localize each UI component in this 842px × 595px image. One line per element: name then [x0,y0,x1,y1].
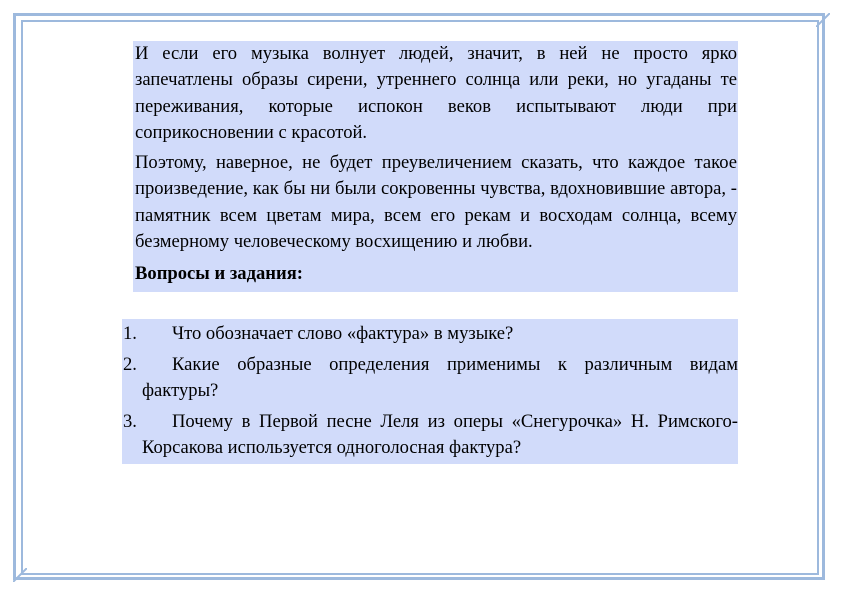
question-number-2: 2. [123,353,137,375]
frame-corner-bottom-left [13,568,27,582]
question-item-2 [122,352,738,405]
question-number-3: 3. [123,410,137,432]
question-text-2: Какие образные определения применимы к различным видам фактуры? [142,353,738,401]
question-text-3: Почему в Первой песне Леля из оперы «Снегурочка» Н. Римского-Корсакова используется одноголосная фактура? [142,410,738,458]
question-item-3 [122,409,738,462]
questions-list [122,319,738,464]
question-item-1 [122,321,738,348]
questions-heading: Вопросы и задания: [135,263,303,285]
question-number-1: 1. [123,323,137,344]
text-block [133,41,738,292]
paragraph-2: Поэтому, наверное, не будет преувеличением сказать, что каждое такое произведение, как бы ни были сокровенны чувства, вдохновившие автора, - памятник всем цветам мира, всем его рекам и восходам солнца, всему безмерному человеческому восхищению и любви. [135,152,737,253]
question-text-1: Что обозначает слово «фактура» в музыке? [172,323,514,344]
paragraph-1: И если его музыка волнует людей, значит, в ней не просто ярко запечатлены образы сирени, утреннего солнца или реки, но угаданы те переживания, которые испокон веков испытывают люди при соприкосновении с красотой. [135,43,737,143]
frame-corner-top-right [816,13,830,27]
